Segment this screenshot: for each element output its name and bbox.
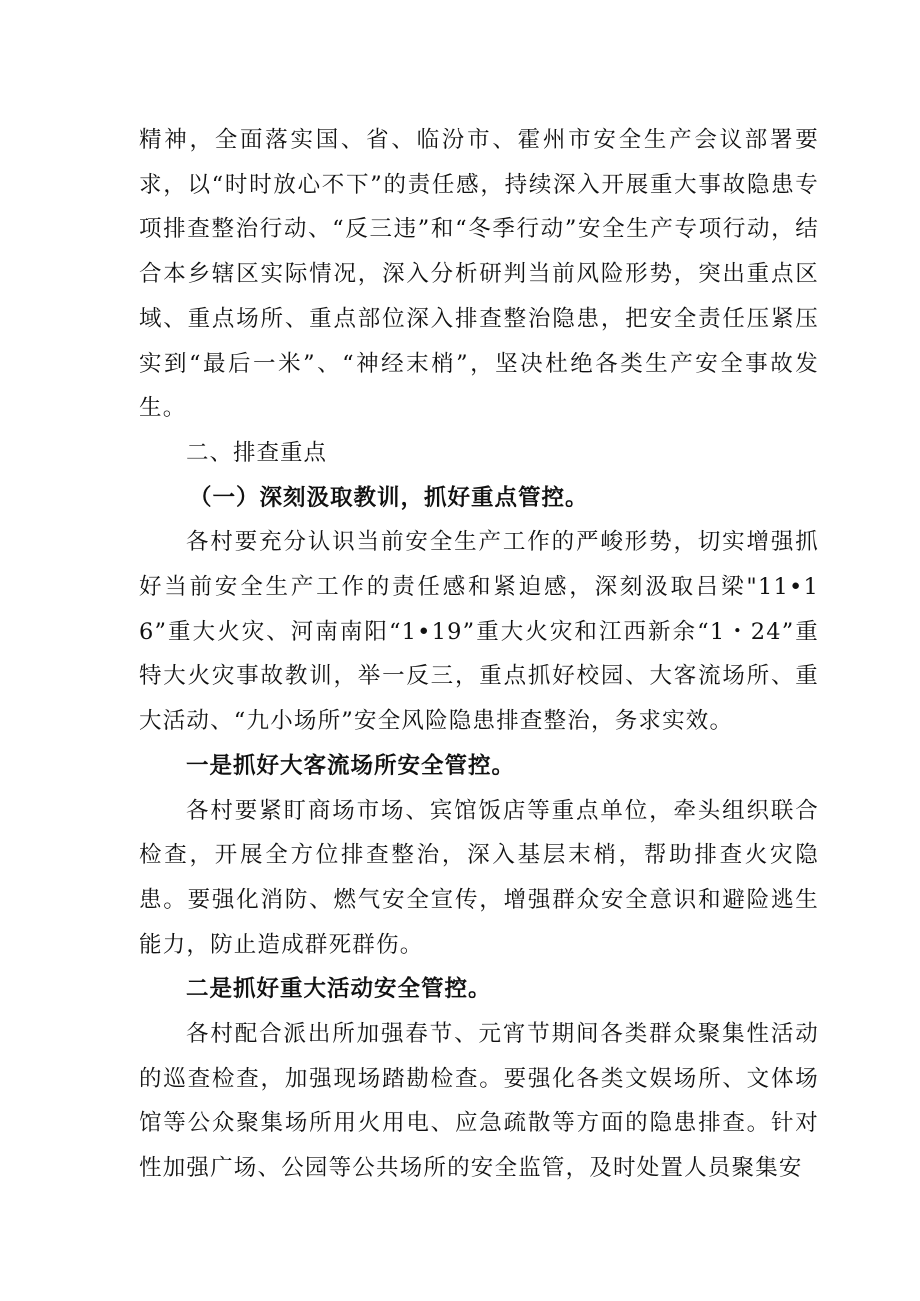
document-body xyxy=(139,118,819,1191)
paragraph-lessons: 各村要充分认识当前安全生产工作的严峻形势，切实增强抓好当前安全生产工作的责任感和紧迫感，深刻汲取吕梁"11•16”重大火灾、河南南阳“1•19”重大火灾和江西新余“1・24”重特大火灾事故教训，举一反三，重点抓好校园、大客流场所、重大活动、“九小场所”安全风险隐患排查整治，务求实效。 xyxy=(139,529,819,735)
paragraph-major-events: 各村配合派出所加强春节、元宵节期间各类群众聚集性活动的巡查检查，加强现场踏勘检查。要强化各类文娱场所、文体场馆等公众聚集场所用火用电、应急疏散等方面的隐患排查。针对性加强广场、公园等公共场所的安全监管，及时处置人员聚集安 xyxy=(139,1021,819,1182)
subsection-heading-lessons: （一）深刻汲取教训，抓好重点管控。 xyxy=(189,484,589,511)
section-heading-inspection-focus: 二、排查重点 xyxy=(186,439,328,466)
point-heading-major-events: 二是抓好重大活动安全管控。 xyxy=(186,976,492,1003)
point-heading-crowd-venues: 一是抓好大客流场所安全管控。 xyxy=(186,752,516,779)
paragraph-intro-continued: 精神，全面落实国、省、临汾市、霍州市安全生产会议部署要求，以“时时放心不下”的责任感，持续深入开展重大事故隐患专项排查整治行动、“反三违”和“冬季行动”安全生产专项行动，结合本乡辖区实际情况，深入分析研判当前风险形势，突出重点区域、重点场所、重点部位深入排查整治隐患，把安全责任压紧压实到“最后一米”、“神经末梢”，坚决杜绝各类生产安全事故发生。 xyxy=(139,127,819,422)
paragraph-crowd-venues: 各村要紧盯商场市场、宾馆饭店等重点单位，牵头组织联合检查，开展全方位排查整治，深入基层末梢，帮助排查火灾隐患。要强化消防、燃气安全宣传，增强群众安全意识和避险逃生能力，防止造成群死群伤。 xyxy=(139,797,819,958)
